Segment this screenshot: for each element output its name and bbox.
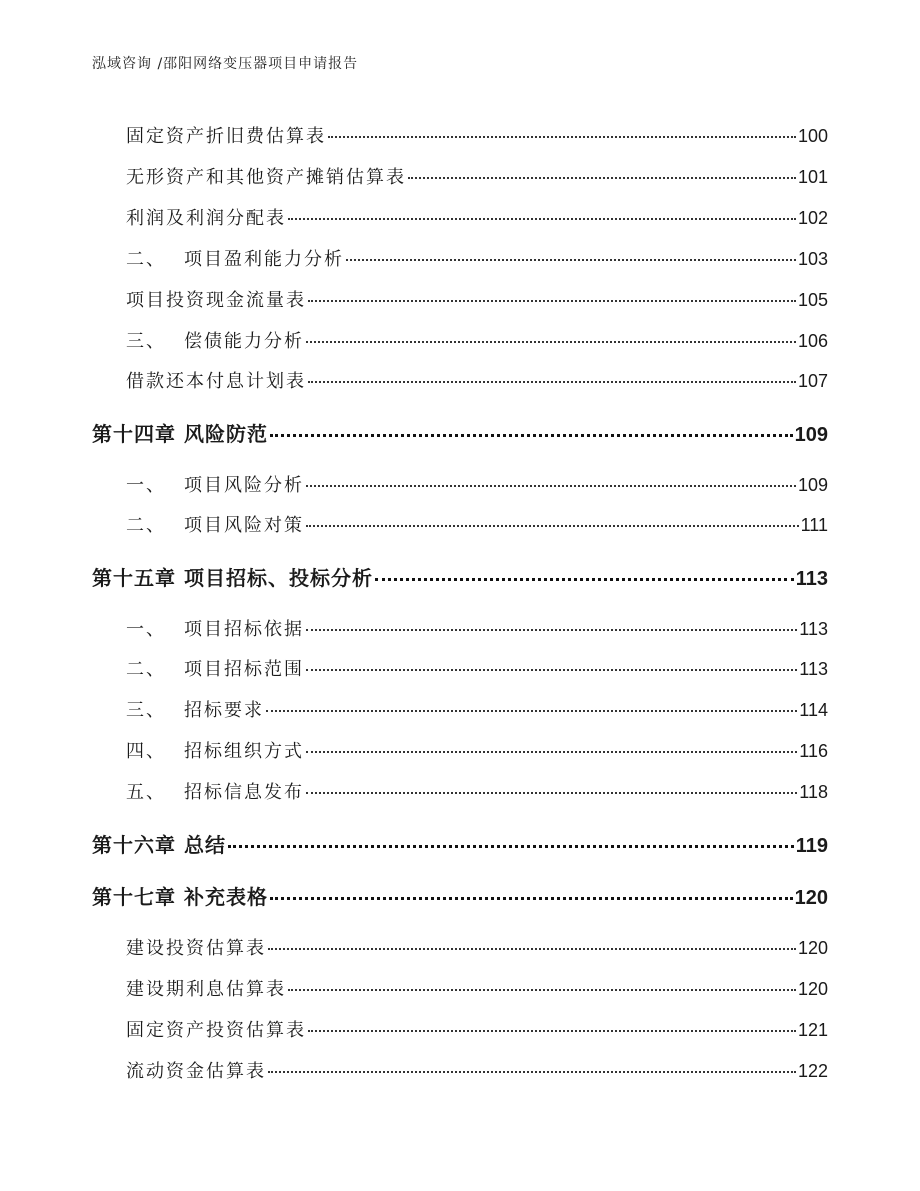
- toc-entry[interactable]: [126, 975, 828, 1001]
- toc-page-number: 103: [797, 249, 828, 269]
- toc-entry[interactable]: [126, 655, 828, 681]
- toc-entry-title: [126, 1016, 306, 1042]
- toc-entry[interactable]: [126, 245, 828, 271]
- toc-chapter-entry[interactable]: [92, 418, 828, 446]
- toc-leader-dots: [346, 259, 796, 261]
- toc-entry-label: 第十五章 项目招标、投标分析: [92, 566, 373, 590]
- toc-entry-number: 五、: [126, 782, 166, 803]
- toc-entry[interactable]: [126, 122, 828, 148]
- toc-leader-dots: [306, 629, 797, 631]
- toc-entry-label: 固定资产折旧费估算表: [126, 126, 326, 147]
- toc-entry-title: [126, 655, 304, 681]
- toc-entry-title: [126, 737, 304, 763]
- toc-page-number: 106: [797, 331, 828, 351]
- toc-leader-dots: [308, 1030, 796, 1032]
- toc-leader-dots: [306, 525, 799, 527]
- toc-entry-label: 偿债能力分析: [184, 331, 304, 352]
- toc-leader-dots: [308, 300, 796, 302]
- toc-entry-title: [126, 286, 306, 312]
- toc-leader-dots: [306, 792, 797, 794]
- toc-page-number: 113: [799, 619, 828, 639]
- toc-entry-label: 第十四章 风险防范: [92, 422, 268, 446]
- toc-entry-number: 三、: [126, 331, 166, 352]
- toc-page-number: 109: [797, 475, 828, 495]
- toc-entry[interactable]: [126, 204, 828, 230]
- toc-entry[interactable]: [126, 778, 828, 804]
- toc-leader-dots: [306, 341, 796, 343]
- toc-entry-label: 招标信息发布: [184, 782, 304, 803]
- toc-entry[interactable]: [126, 471, 828, 497]
- toc-chapter-entry[interactable]: [92, 562, 828, 590]
- toc-chapter-entry[interactable]: [92, 829, 828, 857]
- toc-page-number: 120: [797, 979, 828, 999]
- toc-entry-title: [126, 1057, 266, 1083]
- toc-leader-dots: [288, 218, 796, 220]
- toc-page-number: 102: [797, 208, 828, 228]
- toc-entry-label: 招标要求: [184, 700, 264, 721]
- toc-page-number: 119: [795, 835, 828, 857]
- toc-entry-label: 建设投资估算表: [126, 938, 266, 959]
- toc-page-number: 113: [799, 659, 828, 679]
- toc-entry-label: 利润及利润分配表: [126, 208, 286, 229]
- toc-leader-dots: [306, 669, 797, 671]
- toc-entry-title: [126, 615, 304, 641]
- toc-entry-number: 四、: [126, 741, 166, 762]
- toc-entry[interactable]: [126, 163, 828, 189]
- toc-page-number: 107: [797, 371, 828, 391]
- toc-leader-dots: [375, 578, 794, 581]
- toc-entry-title: [126, 367, 306, 393]
- toc-page-number: 122: [797, 1061, 828, 1081]
- toc-entry[interactable]: [126, 934, 828, 960]
- toc-entry-label: 项目投资现金流量表: [126, 290, 306, 311]
- toc-entry-title: [92, 562, 373, 591]
- toc-page-number: 113: [795, 568, 828, 590]
- toc-leader-dots: [288, 989, 796, 991]
- toc-leader-dots: [408, 177, 796, 179]
- toc-entry-title: [126, 934, 266, 960]
- toc-entry-label: 项目招标依据: [184, 619, 304, 640]
- toc-leader-dots: [266, 710, 797, 712]
- toc-page-number: 116: [799, 741, 828, 761]
- toc-page-number: 118: [799, 782, 828, 802]
- toc-entry-label: 项目盈利能力分析: [184, 249, 344, 270]
- toc-entry-title: [126, 327, 304, 353]
- toc-entry[interactable]: [126, 1057, 828, 1083]
- toc-leader-dots: [328, 136, 796, 138]
- toc-entry-label: 招标组织方式: [184, 741, 304, 762]
- toc-page-number: 121: [797, 1020, 828, 1040]
- toc-page-number: 111: [800, 515, 828, 535]
- toc-leader-dots: [308, 381, 796, 383]
- toc-entry-number: 一、: [126, 475, 166, 496]
- toc-page-number: 105: [797, 290, 828, 310]
- toc-entry-title: [126, 975, 286, 1001]
- toc-entry-title: [126, 511, 304, 537]
- toc-entry-title: [126, 696, 264, 722]
- toc-entry[interactable]: [126, 1016, 828, 1042]
- toc-entry[interactable]: [126, 615, 828, 641]
- toc-entry-label: 第十六章 总结: [92, 833, 226, 857]
- toc-chapter-entry[interactable]: [92, 881, 828, 909]
- toc-entry-title: [92, 829, 226, 858]
- toc-entry[interactable]: [126, 737, 828, 763]
- toc-page-number: 120: [794, 887, 828, 909]
- toc-leader-dots: [268, 948, 796, 950]
- toc-entry-number: 一、: [126, 619, 166, 640]
- toc-entry-title: [126, 204, 286, 230]
- toc-leader-dots: [306, 751, 797, 753]
- toc-entry[interactable]: [126, 367, 828, 393]
- toc-entry-title: [92, 881, 268, 910]
- toc-entry-label: 固定资产投资估算表: [126, 1020, 306, 1041]
- toc-entry-title: [92, 418, 268, 447]
- toc-entry-label: 项目风险对策: [184, 515, 304, 536]
- toc-entry-title: [126, 163, 406, 189]
- toc-entry-title: [126, 778, 304, 804]
- toc-entry-label: 建设期利息估算表: [126, 979, 286, 1000]
- toc-leader-dots: [228, 845, 794, 848]
- page-header: 泓域咨询 /邵阳网络变压器项目申请报告: [92, 56, 359, 72]
- toc-entry-label: 无形资产和其他资产摊销估算表: [126, 167, 406, 188]
- toc-leader-dots: [268, 1071, 796, 1073]
- toc-entry-label: 第十七章 补充表格: [92, 885, 268, 909]
- toc-leader-dots: [306, 485, 796, 487]
- toc-entry[interactable]: [126, 511, 828, 537]
- toc-entry-label: 流动资金估算表: [126, 1061, 266, 1082]
- toc-entry-number: 二、: [126, 515, 166, 536]
- toc-entry-number: 二、: [126, 659, 166, 680]
- toc-page-number: 109: [794, 424, 828, 446]
- toc-page-number: 114: [799, 700, 828, 720]
- toc-entry-label: 项目风险分析: [184, 475, 304, 496]
- toc-entry-label: 借款还本付息计划表: [126, 371, 306, 392]
- toc-entry-title: [126, 471, 304, 497]
- toc-entry-title: [126, 122, 326, 148]
- toc-entry-number: 三、: [126, 700, 166, 721]
- toc-page-number: 101: [797, 167, 828, 187]
- toc-page-number: 120: [797, 938, 828, 958]
- toc-entry[interactable]: [126, 286, 828, 312]
- toc-entry-number: 二、: [126, 249, 166, 270]
- toc-entry-label: 项目招标范围: [184, 659, 304, 680]
- toc-entry[interactable]: [126, 696, 828, 722]
- toc-leader-dots: [270, 897, 793, 900]
- toc-leader-dots: [270, 434, 793, 437]
- toc-entry[interactable]: [126, 327, 828, 353]
- toc-page-number: 100: [797, 126, 828, 146]
- toc-entry-title: [126, 245, 344, 271]
